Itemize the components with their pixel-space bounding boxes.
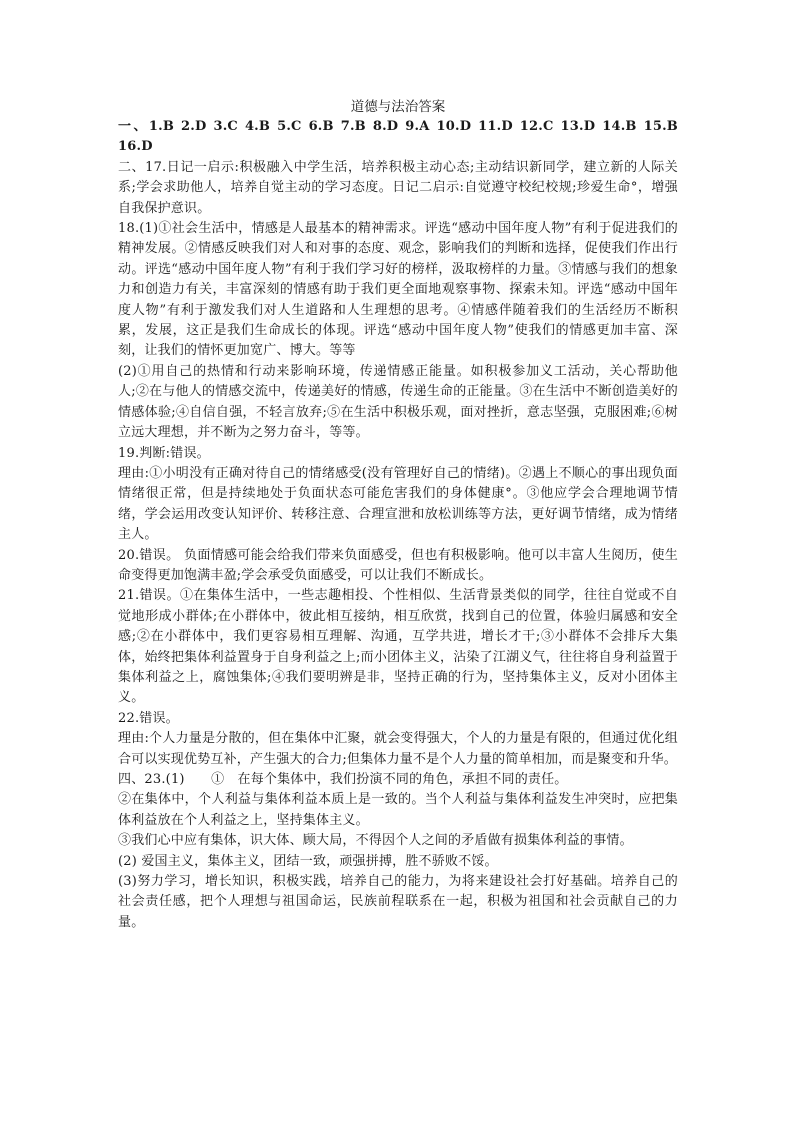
answer-body bbox=[118, 117, 678, 933]
q22-reason: 理由:个人力量是分散的，但在集体中汇聚，就会变得强大，个人的力量是有限的，但通过优化组合可以实现优势互补，产生强大的合力;但集体力量不是个人力量的简单相加，而是聚变和升华。 bbox=[118, 731, 678, 767]
q17-answer: 二、17.日记一启示:积极融入中学生活，培养积极主动心态;主动结识新同学，建立新的人际关系;学会求助他人，培养自觉主动的学习态度。日记二启示:自觉遵守校纪校规;珍爱生命°，增强自我保护意识。 bbox=[118, 159, 678, 216]
q23-1-point-3: ③我们心中应有集体，识大体、顾大局，不得因个人之间的矛盾做有损集体利益的事情。 bbox=[118, 833, 633, 849]
q23-1-point-1: 四、23.(1) ① 在每个集体中，我们扮演不同的角色，承担不同的责任。 bbox=[118, 772, 568, 787]
q19-reason: 理由:①小明没有正确对待自己的情绪感受(没有管理好自己的情绪)。②遇上不顺心的事出现负面情绪很正常，但是持续地处于负面状态可能危害我们的身体健康°。③他应学会合理地调节情绪，学会运用改变认知评价、转移注意、合理宣泄和放松训练等方法，更好调节情绪，成为情绪主人。 bbox=[118, 465, 678, 543]
q18-2-answer: (2)①用自己的热情和行动来影响环境，传递情感正能量。如积极参加义工活动，关心帮助他人;②在与他人的情感交流中，传递美好的情感，传递生命的正能量。③在生活中不断创造美好的情感体验;④自信自强，不轻言放弃;⑤在生活中积极乐观，面对挫折，意志坚强，克服困难;⑥树立远大理想，并不断为之努力奋斗，等等。 bbox=[118, 363, 678, 441]
q23-3-answer: (3)努力学习，增长知识，积极实践，培养自己的能力，为将来建设社会打好基础。培养自己的社会责任感，把个人理想与祖国命运，民族前程联系在一起，积极为祖国和社会贡献自己的力量。 bbox=[118, 874, 678, 930]
q23-2-answer: (2) 爱国主义，集体主义，团结一致，顽强拼搏，胜不骄败不馁。 bbox=[118, 853, 498, 869]
q20-answer: 20.错误。 负面情感可能会给我们带来负面感受，但也有积极影响。他可以丰富人生阅历，使生命变得更加饱满丰盈;学会承受负面感受，可以让我们不断成长。 bbox=[118, 547, 678, 583]
page-title: 道德与法治答案 bbox=[350, 99, 446, 115]
q23-1-point-2: ②在集体中，个人利益与集体利益本质上是一致的。当个人利益与集体利益发生冲突时，应把集体利益放在个人利益之上，坚持集体主义。 bbox=[118, 792, 678, 828]
mc-answers: 一、1.B 2.D 3.C 4.B 5.C 6.B 7.B 8.D 9.A 10.D 11.D 12.C 13.D 14.B 15.B 16.D bbox=[118, 119, 678, 155]
q19-judgement: 19.判断:错误。 bbox=[118, 445, 210, 461]
q21-answer: 21.错误。①在集体生活中，一些志趣相投、个性相似、生活背景类似的同学，往往自觉或不自觉地形成小群体;在小群体中，彼此相互接纳，相互欣赏，找到自己的位置，体验归属感和安全感;②在小群体中，我们更容易相互理解、沟通，互学共进，增长才干;③小群体不会排斥大集体，始终把集体利益置身于自身利益之上;而小团体主义，沾染了江湖义气，往往将自身利益置于集体利益之上，腐蚀集体;④我们要明辨是非，坚持正确的行为，坚持集体主义，反对小团体主义。 bbox=[118, 588, 678, 706]
q18-1-answer: 18.(1)①社会生活中，情感是人最基本的精神需求。评选“感动中国年度人物”有利于促进我们的精神发展。②情感反映我们对人和对事的态度、观念，影响我们的判断和选择，促使我们作出行动。评选“感动中国年度人物”有利于我们学习好的榜样，汲取榜样的力量。③情感与我们的想象力和创造力有关，丰富深刻的情感有助于我们更全面地观察事物、探索未知。评选“感动中国年度人物”有利于激发我们对人生道路和人生理想的思考。④情感伴随着我们的生活经历不断积累，发展，这正是我们生命成长的体现。评选“感动中国年度人物”使我们的情感更加丰富、深刻，让我们的情怀更加宽广、博大。等等 bbox=[118, 221, 678, 359]
q22-judgement: 22.错误。 bbox=[118, 710, 179, 726]
